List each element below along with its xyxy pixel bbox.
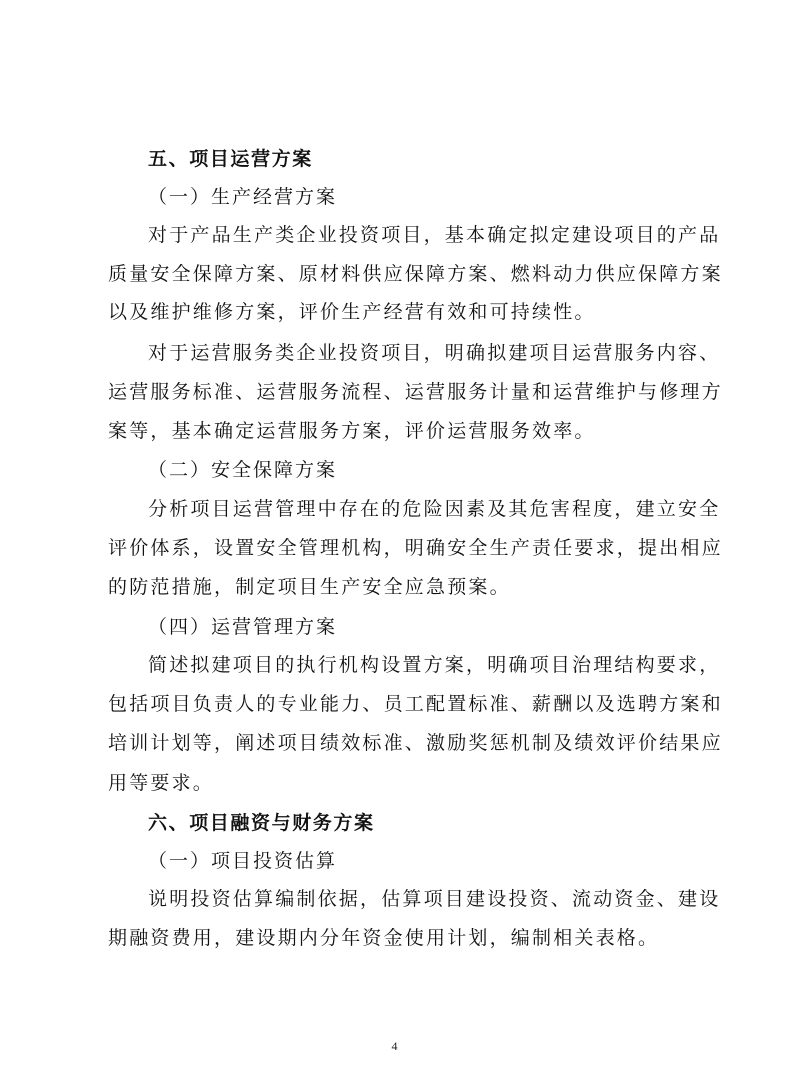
paragraph-line: 培训计划等，阐述项目绩效标准、激励奖惩机制及绩效评价结果应 [108,732,723,754]
paragraph-line: 说明投资估算编制依据，估算项目建设投资、流动资金、建设 [148,888,721,910]
paragraph-line: 期融资费用，建设期内分年资金使用计划，编制相关表格。 [108,927,660,949]
paragraph-line: 以及维护维修方案，评价生产经营有效和可持续性。 [108,301,596,323]
section-5-4-heading: （四）运营管理方案 [148,616,338,638]
page-number: 4 [391,1039,398,1053]
section-6-heading: 六、项目融资与财务方案 [148,812,375,834]
paragraph-line: 运营服务标准、运营服务流程、运营服务计量和运营维护与修理方 [108,381,723,403]
paragraph-line: 案等，基本确定运营服务方案，评价运营服务效率。 [108,420,596,442]
section-6-1-heading: （一）项目投资估算 [148,850,338,872]
section-5-2-heading: （二）安全保障方案 [148,459,338,481]
paragraph-line: 的防范措施，制定项目生产安全应急预案。 [108,576,511,598]
paragraph-line: 用等要求。 [108,772,215,794]
paragraph-line: 对于运营服务类企业投资项目，明确拟建项目运营服务内容、 [148,342,721,364]
paragraph-line: 评价体系，设置安全管理机构，明确安全生产责任要求，提出相应 [108,537,723,559]
paragraph-line: 质量安全保障方案、原材料供应保障方案、燃料动力供应保障方案 [108,263,723,285]
section-5-1-heading: （一）生产经营方案 [148,186,338,208]
paragraph-line: 包括项目负责人的专业能力、员工配置标准、薪酬以及选聘方案和 [108,693,723,715]
paragraph-line: 对于产品生产类企业投资项目，基本确定拟定建设项目的产品 [148,224,721,246]
paragraph-line: 简述拟建项目的执行机构设置方案，明确项目治理结构要求， [148,654,721,676]
paragraph-line: 分析项目运营管理中存在的危险因素及其危害程度，建立安全 [148,498,721,520]
section-5-heading: 五、项目运营方案 [148,148,313,170]
